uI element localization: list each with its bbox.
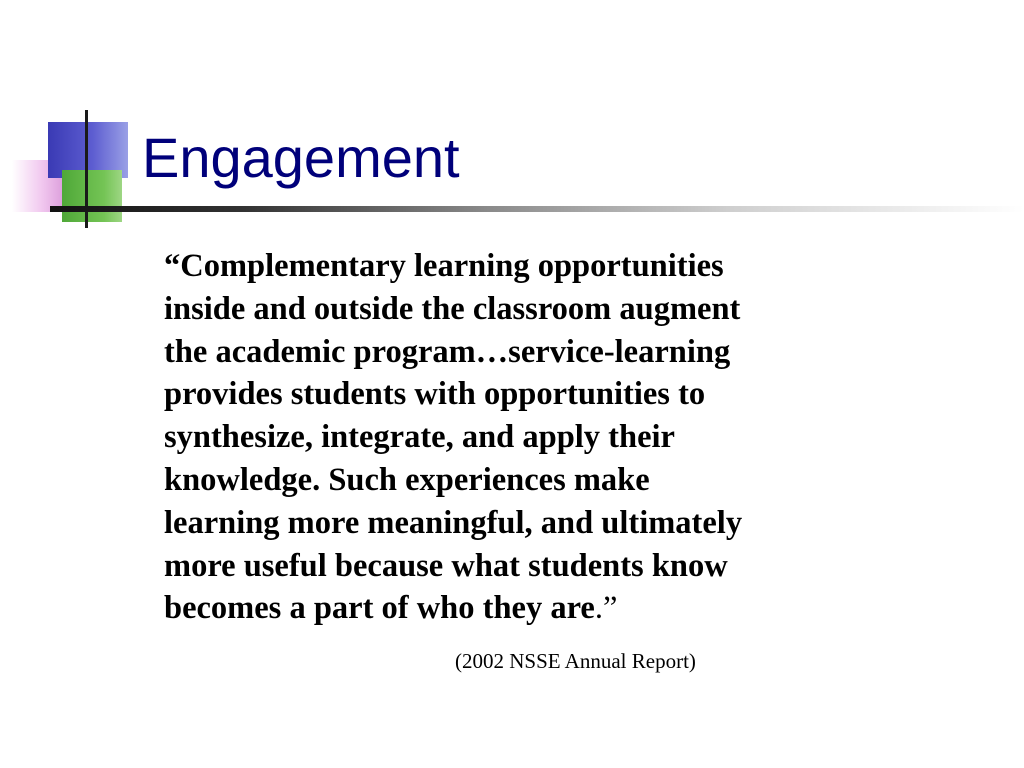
quote-closing-mark: .” <box>594 590 618 627</box>
title-underline-rule <box>50 206 1024 212</box>
quote-block <box>164 245 904 630</box>
slide-title: Engagement <box>142 126 460 189</box>
quote-text: “Complementary learning opportunities inside and outside the classroom augment the academic program…service-learning provides students with opportunities to synthesize, integrate, and apply their knowledge. Such experiences make learning more meaningful, and ultimately more useful because what students know becomes a part of who they are <box>164 248 743 627</box>
quote-attribution: (2002 NSSE Annual Report) <box>455 649 696 673</box>
decorative-green-square <box>62 170 122 222</box>
